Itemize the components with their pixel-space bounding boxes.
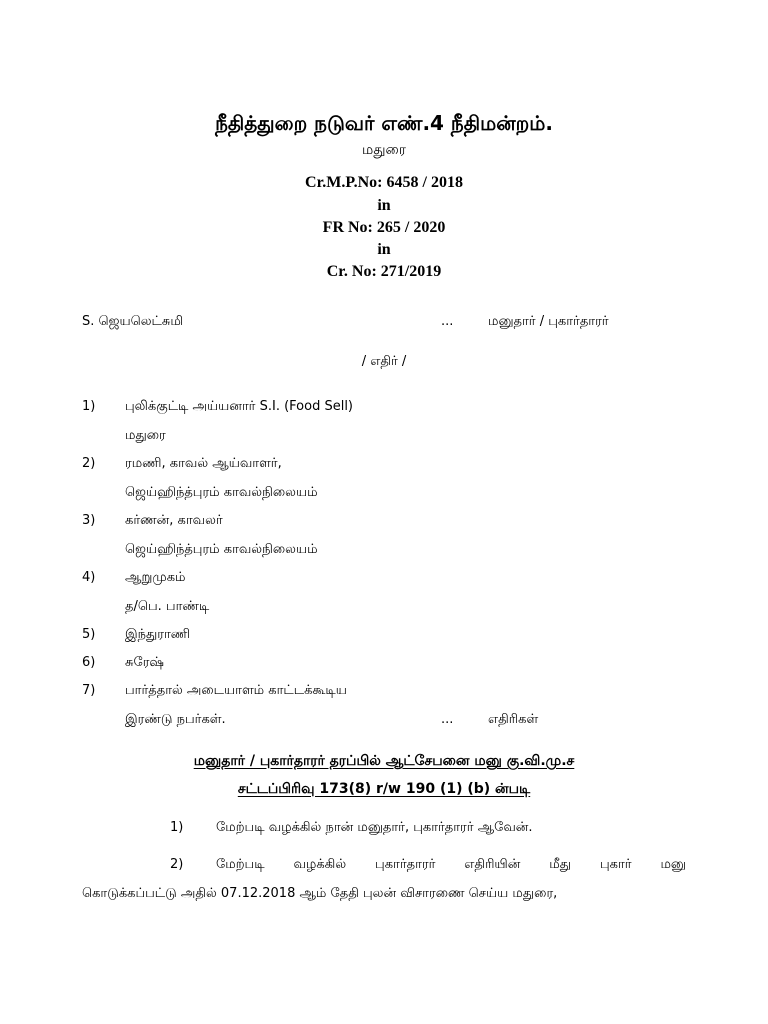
respondent-line: இரண்டு நபர்கள். [125, 712, 226, 727]
respondent-line: சுரேஷ் [125, 655, 164, 670]
respondent-line: ஆறுமுகம் [125, 570, 186, 585]
case-number-line: in [377, 241, 391, 258]
respondent-number: 6) [82, 655, 96, 670]
case-number-line: FR No: 265 / 2020 [322, 219, 446, 236]
petitioner-dots: ... [441, 314, 454, 329]
respondent-number: 4) [82, 570, 96, 585]
paragraph-text: மேற்படி வழக்கில் நான் மனுதார், புகார்தாரர் ஆவேன். [216, 820, 533, 835]
respondent-line: ரமணி, காவல் ஆய்வாளர், [125, 456, 282, 471]
case-number-line: Cr.M.P.No: 6458 / 2018 [305, 174, 463, 191]
respondent-number: 3) [82, 513, 96, 528]
respondent-number: 7) [82, 683, 96, 698]
paragraph-number: 2) [170, 857, 184, 872]
versus-label: / எதிர் / [361, 354, 407, 369]
respondent-line: புலிக்குட்டி அய்யனார் S.I. (Food Sell) [125, 399, 354, 414]
respondent-line: ஜெய்ஹிந்த்புரம் காவல்நிலையம் [125, 485, 318, 500]
petitioner-role: மனுதார் / புகார்தாரர் [488, 314, 609, 329]
petitioner-name: S. ஜெயலெட்சுமி [82, 314, 184, 329]
petition-heading: மனுதார் / புகார்தாரர் தரப்பில் ஆட்சேபனை மனு கு.வி.மு.ச [193, 753, 575, 769]
petition-heading: சட்டப்பிரிவு 173(8) r/w 190 (1) (b) ன்படி [237, 781, 531, 797]
paragraph-number: 1) [170, 820, 184, 835]
court-city: மதுரை [362, 142, 406, 158]
respondent-line: பார்த்தால் அடையாளம் காட்டக்கூடிய [125, 683, 347, 698]
respondent-number: 5) [82, 627, 96, 642]
respondent-number: 1) [82, 399, 96, 414]
case-number-line: in [377, 197, 391, 214]
case-number-line: Cr. No: 271/2019 [326, 263, 442, 280]
respondent-line: த/பெ. பாண்டி [125, 599, 210, 614]
court-title: நீதித்துறை நடுவர் எண்.4 நீதிமன்றம். [215, 111, 553, 135]
respondent-number: 2) [82, 456, 96, 471]
paragraph-text: கொடுக்கப்பட்டு அதில் 07.12.2018 ஆம் தேதி புலன் விசாரணை செய்ய மதுரை, [82, 886, 558, 901]
respondents-dots: ... [441, 712, 454, 727]
respondent-line: கர்ணன், காவலர் [125, 513, 223, 528]
respondent-line: மதுரை [125, 428, 166, 443]
respondent-line: ஜெய்ஹிந்த்புரம் காவல்நிலையம் [125, 542, 318, 557]
paragraph-text: மேற்படி வழக்கில் புகார்தாரர் எதிரியின் மீது புகார் மனு [216, 857, 686, 872]
respondents-role: எதிரிகள் [488, 712, 539, 727]
respondent-line: இந்துராணி [125, 627, 191, 642]
